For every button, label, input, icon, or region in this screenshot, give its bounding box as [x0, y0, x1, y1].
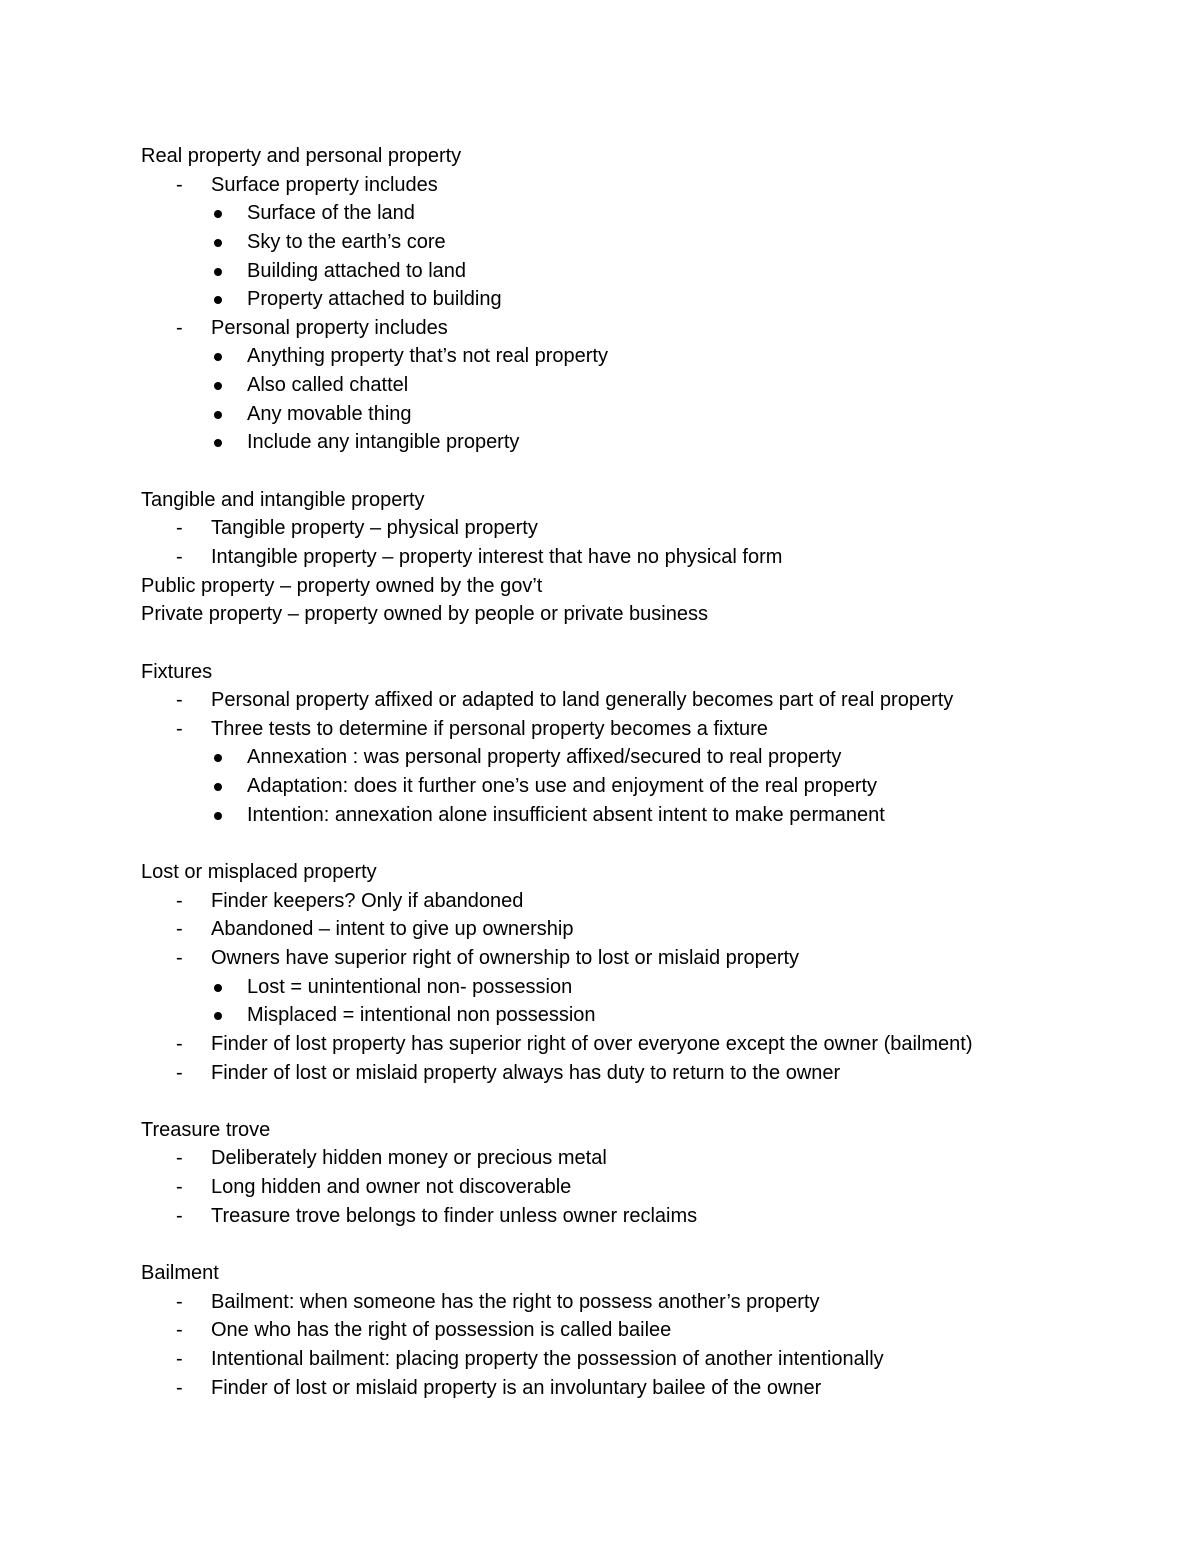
blank-line: [141, 829, 1141, 858]
bullet-list-item: [141, 973, 1141, 1002]
bullet-list-item-text: Building attached to land: [247, 259, 467, 282]
bullet-list-item-text: Adaptation: does it further one’s use and enjoyment of the real property: [247, 775, 878, 798]
blank-line: [141, 457, 1141, 486]
dash-marker: -: [176, 689, 183, 712]
dash-list-item-text: Surface property includes: [211, 173, 438, 196]
bullet-dot-icon: [214, 411, 222, 419]
bullet-dot-icon: [214, 382, 222, 390]
bullet-dot-icon: [214, 353, 222, 361]
section-heading-text: Tangible and intangible property: [141, 488, 425, 511]
bullet-list-item-text: Any movable thing: [247, 402, 412, 425]
dash-list-item: [141, 1345, 1141, 1374]
dash-list-item: [141, 1316, 1141, 1345]
dash-list-item: [141, 1374, 1141, 1403]
dash-marker: -: [176, 717, 183, 740]
dash-list-item-text: Intentional bailment: placing property the possession of another intentionally: [211, 1347, 884, 1370]
bullet-list-item-text: Misplaced = intentional non possession: [247, 1004, 596, 1027]
bullet-list-item-text: Anything property that’s not real property: [247, 345, 608, 368]
dash-list-item-text: Abandoned – intent to give up ownership: [211, 918, 574, 941]
bullet-list-item: [141, 257, 1141, 286]
dash-list-item-text: Finder of lost or mislaid property always has duty to return to the owner: [211, 1061, 841, 1084]
bullet-list-item-text: Intention: annexation alone insufficient absent intent to make permanent: [247, 803, 885, 826]
section-heading: [141, 142, 1141, 171]
dash-list-item: [141, 171, 1141, 200]
dash-marker: -: [176, 316, 183, 339]
bullet-list-item: [141, 199, 1141, 228]
dash-list-item-text: One who has the right of possession is called bailee: [211, 1319, 672, 1342]
dash-list-item: [141, 1030, 1141, 1059]
dash-list-item-text: Finder of lost or mislaid property is an involuntary bailee of the owner: [211, 1376, 822, 1399]
bullet-list-item: [141, 743, 1141, 772]
dash-marker: -: [176, 1319, 183, 1342]
section-heading: [141, 572, 1141, 601]
bullet-dot-icon: [214, 812, 222, 820]
bullet-list-item: [141, 772, 1141, 801]
dash-list-item: [141, 543, 1141, 572]
dash-list-item-text: Personal property includes: [211, 316, 448, 339]
bullet-dot-icon: [214, 984, 222, 992]
bullet-list-item-text: Include any intangible property: [247, 431, 520, 454]
bullet-list-item: [141, 285, 1141, 314]
section-heading: [141, 486, 1141, 515]
dash-marker: -: [176, 1032, 183, 1055]
blank-line: [141, 1087, 1141, 1116]
dash-list-item: [141, 1173, 1141, 1202]
section-heading-text: Private property – property owned by people or private business: [141, 603, 708, 626]
section-heading-text: Real property and personal property: [141, 145, 462, 167]
dash-list-item: [141, 944, 1141, 973]
dash-marker: -: [176, 1347, 183, 1370]
dash-marker: -: [176, 1290, 183, 1313]
dash-list-item-text: Three tests to determine if personal property becomes a fixture: [211, 717, 768, 740]
section-heading-text: Fixtures: [141, 660, 213, 683]
section-heading: [141, 858, 1141, 887]
section-heading-text: Bailment: [141, 1261, 219, 1284]
dash-list-item: [141, 915, 1141, 944]
section-heading-text: Lost or misplaced property: [141, 861, 377, 884]
dash-list-item-text: Owners have superior right of ownership to lost or mislaid property: [211, 946, 800, 969]
bullet-list-item: [141, 1001, 1141, 1030]
blank-line: [141, 629, 1141, 658]
dash-list-item: [141, 686, 1141, 715]
dash-marker: -: [176, 1376, 183, 1399]
bullet-list-item: [141, 428, 1141, 457]
dash-list-item: [141, 887, 1141, 916]
dash-marker: -: [176, 889, 183, 912]
bullet-dot-icon: [214, 439, 222, 447]
dash-marker: -: [176, 173, 183, 196]
dash-list-item-text: Finder of lost property has superior right of over everyone except the owner (bailment): [211, 1032, 973, 1055]
dash-marker: -: [176, 1204, 183, 1227]
dash-list-item: [141, 1144, 1141, 1173]
bullet-list-item-text: Lost = unintentional non- possession: [247, 975, 573, 998]
bullet-list-item: [141, 228, 1141, 257]
bullet-dot-icon: [214, 296, 222, 304]
bullet-dot-icon: [214, 210, 222, 218]
dash-list-item-text: Bailment: when someone has the right to possess another’s property: [211, 1290, 820, 1313]
bullet-list-item-text: Annexation : was personal property affixed/secured to real property: [247, 746, 842, 769]
dash-list-item: [141, 514, 1141, 543]
dash-list-item: [141, 1059, 1141, 1088]
dash-list-item-text: Deliberately hidden money or precious metal: [211, 1147, 607, 1170]
dash-list-item-text: Long hidden and owner not discoverable: [211, 1176, 572, 1199]
section-heading: [141, 1116, 1141, 1145]
bullet-list-item: [141, 371, 1141, 400]
dash-marker: -: [176, 1147, 183, 1170]
section-heading: [141, 658, 1141, 687]
dash-marker: -: [176, 1176, 183, 1199]
bullet-list-item: [141, 342, 1141, 371]
bullet-list-item: [141, 400, 1141, 429]
dash-list-item-text: Intangible property – property interest that have no physical form: [211, 545, 783, 568]
dash-marker: -: [176, 946, 183, 969]
bullet-list-item: [141, 801, 1141, 830]
section-heading-text: Public property – property owned by the gov’t: [141, 574, 543, 597]
dash-marker: -: [176, 918, 183, 941]
bullet-list-item-text: Sky to the earth’s core: [247, 230, 446, 253]
bullet-list-item-text: Property attached to building: [247, 288, 502, 311]
dash-list-item: [141, 314, 1141, 343]
dash-marker: -: [176, 1061, 183, 1084]
bullet-dot-icon: [214, 754, 222, 762]
dash-marker: -: [176, 517, 183, 540]
bullet-dot-icon: [214, 239, 222, 247]
bullet-dot-icon: [214, 268, 222, 276]
dash-marker: -: [176, 545, 183, 568]
section-heading: [141, 1259, 1141, 1288]
dash-list-item-text: Personal property affixed or adapted to land generally becomes part of real property: [211, 689, 954, 712]
dash-list-item: [141, 715, 1141, 744]
dash-list-item: [141, 1202, 1141, 1231]
bullet-list-item-text: Also called chattel: [247, 374, 409, 397]
document-body: [141, 142, 1141, 1402]
dash-list-item-text: Tangible property – physical property: [211, 517, 538, 540]
bullet-dot-icon: [214, 783, 222, 791]
dash-list-item: [141, 1288, 1141, 1317]
bullet-list-item-text: Surface of the land: [247, 202, 415, 225]
dash-list-item-text: Finder keepers? Only if abandoned: [211, 889, 524, 912]
section-heading-text: Treasure trove: [141, 1118, 271, 1141]
bullet-dot-icon: [214, 1012, 222, 1020]
section-heading: [141, 600, 1141, 629]
dash-list-item-text: Treasure trove belongs to finder unless owner reclaims: [211, 1204, 698, 1227]
blank-line: [141, 1230, 1141, 1259]
